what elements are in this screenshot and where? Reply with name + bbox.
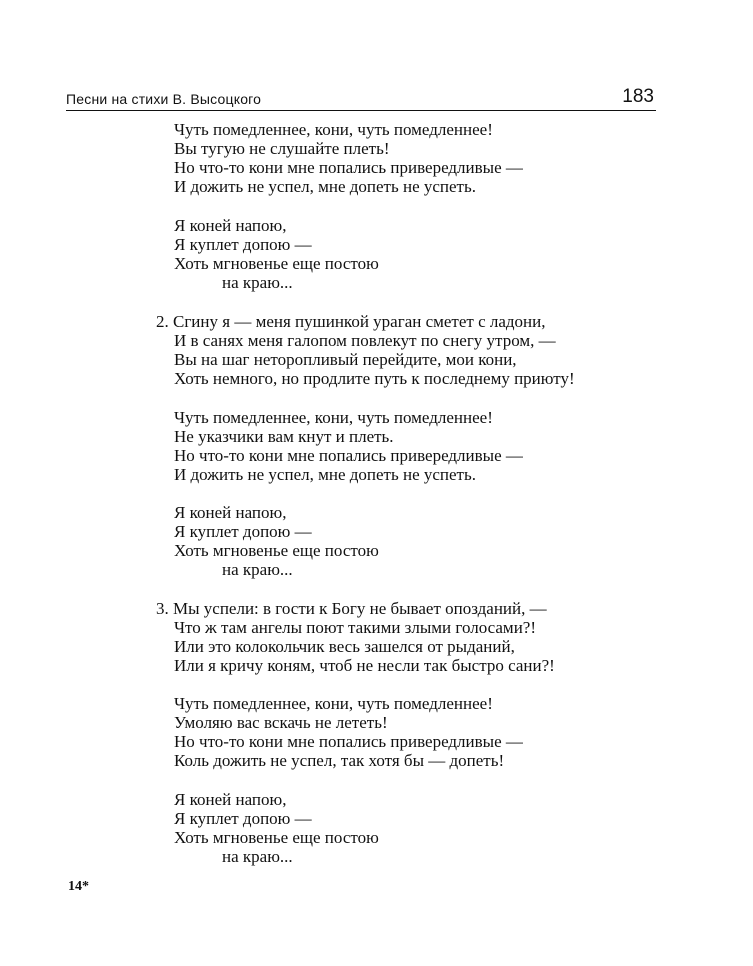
running-header (66, 86, 656, 110)
poem-line: И дожить не успел, мне допеть не успеть. (174, 177, 476, 196)
poem-line: 3. Мы успели: в гости к Богу не бывает опозданий, — (156, 599, 547, 618)
poem-line: Коль дожить не успел, так хотя бы — допеть! (174, 751, 505, 770)
poem-line: на краю... (222, 847, 293, 866)
header-title: Песни на стихи В. Высоцкого (66, 91, 262, 107)
poem-line: Чуть помедленнее, кони, чуть помедленнее! (174, 408, 493, 427)
poem-line: Или это колокольчик весь зашелся от рыданий, (174, 637, 515, 656)
header-rule (66, 110, 656, 111)
poem-line: на краю... (222, 273, 293, 292)
poem-line: Хоть немного, но продлите путь к последнему приюту! (174, 369, 575, 388)
poem-line: Умоляю вас вскачь не лететь! (174, 713, 388, 732)
poem-line: 2. Сгину я — меня пушинкой ураган сметет с ладони, (156, 312, 546, 331)
poem-line: Вы на шаг неторопливый перейдите, мои кони, (174, 350, 517, 369)
poem-line: Но что-то кони мне попались привередливые — (174, 446, 523, 465)
poem-line: на краю... (222, 560, 293, 579)
poem-line: И в санях меня галопом повлекут по снегу утром, — (174, 331, 556, 350)
poem-line: Но что-то кони мне попались привередливые — (174, 732, 523, 751)
poem-line: Я коней напою, (174, 503, 287, 522)
poem-line: Чуть помедленнее, кони, чуть помедленнее! (174, 694, 493, 713)
poem-line: Хоть мгновенье еще постою (174, 541, 379, 560)
poem-line: Чуть помедленнее, кони, чуть помедленнее! (174, 120, 493, 139)
poem-line: Вы тугую не слушайте плеть! (174, 139, 390, 158)
poem-line: Или я кричу коням, чтоб не несли так быстро сани?! (174, 656, 555, 675)
poem-line: Хоть мгновенье еще постою (174, 828, 379, 847)
poem-line: Я куплет допою — (174, 809, 312, 828)
poem-line: Не указчики вам кнут и плеть. (174, 427, 394, 446)
page-number: 183 (622, 86, 654, 107)
printer-signature: 14* (68, 879, 89, 894)
poem-line: Я куплет допою — (174, 235, 312, 254)
poem-line: Я коней напою, (174, 216, 287, 235)
poem-line: И дожить не успел, мне допеть не успеть. (174, 465, 476, 484)
poem-line: Я коней напою, (174, 790, 287, 809)
poem-line: Я куплет допою — (174, 522, 312, 541)
poem-line: Что ж там ангелы поют такими злыми голосами?! (174, 618, 536, 637)
poem-line: Хоть мгновенье еще постою (174, 254, 379, 273)
poem-line: Но что-то кони мне попались привередливые — (174, 158, 523, 177)
